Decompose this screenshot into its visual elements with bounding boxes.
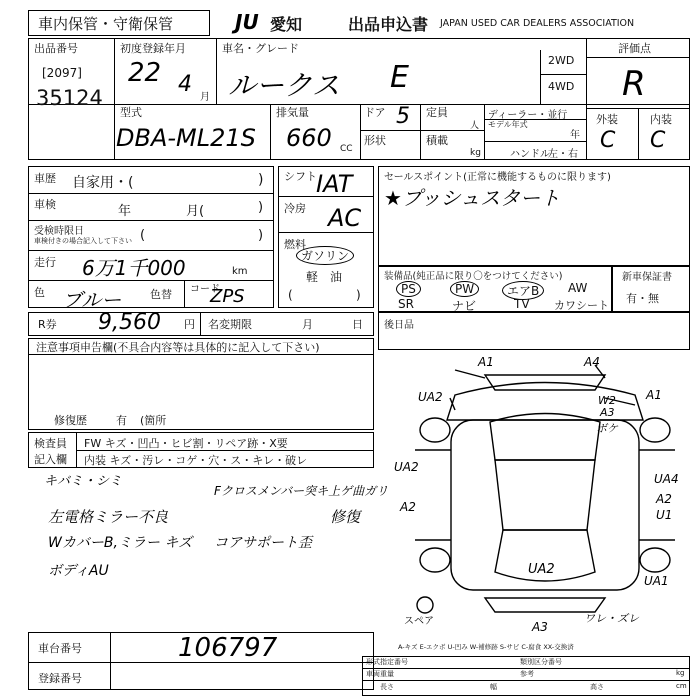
mark-right-mirror-3: ボケ: [596, 422, 618, 435]
mark-right-door-1: UA4: [654, 472, 679, 486]
mark-right-mirror-2: A3: [600, 406, 615, 419]
equip-ps: PS: [396, 281, 421, 297]
remark-4: WカバーB,ミラー キズ: [48, 535, 193, 551]
lot-sub-number: [2097]: [42, 66, 82, 80]
equipment-label: 装備品(純正品に限り〇をつけてください): [384, 271, 563, 282]
footer-width: 幅: [490, 683, 497, 691]
mileage-unit: km: [232, 266, 248, 277]
fuel-close: ): [356, 288, 361, 302]
dealer-label: ディーラー・並行: [488, 110, 568, 121]
color-label: 色: [34, 286, 45, 299]
color-code-prefix: コード: [190, 284, 220, 295]
car-name: ルークス: [228, 69, 340, 102]
mark-front-right: A4: [584, 355, 600, 369]
load-label: 積載: [426, 134, 448, 147]
mark-right-door-3: U1: [656, 508, 673, 522]
score: R: [622, 64, 646, 104]
fuel-diesel: 軽 油: [306, 270, 343, 284]
lot-number: 35124: [36, 86, 103, 110]
remark-6: ボディAU: [48, 563, 109, 579]
handle-options: 左・右: [548, 149, 578, 160]
fuel-gasoline: ガソリン: [296, 246, 354, 265]
warranty-note: 車検付きの場合記入して下さい: [34, 237, 132, 245]
equip-navi: ナビ: [452, 299, 477, 313]
equip-sr: SR: [398, 297, 414, 311]
mark-right-mirror: W2: [598, 394, 616, 407]
interior-grade: C: [650, 128, 666, 153]
capacity-unit: 人: [470, 121, 480, 131]
model-code: DBA-ML21S: [116, 124, 256, 152]
door-count: 5: [396, 104, 410, 129]
inspection-label: 車検: [34, 198, 56, 211]
drive-2wd: 2WD: [548, 54, 575, 67]
reg-label: 初度登録年月: [120, 42, 186, 55]
storage-label: 車内保管・守衛保管: [38, 15, 174, 33]
history-value: 自家用・(: [72, 175, 134, 191]
fuel-open: (: [288, 288, 293, 302]
fuel-label: 燃料: [284, 238, 306, 251]
drive-4wd: 4WD: [548, 80, 575, 93]
footer-height: 高さ: [590, 683, 604, 691]
selling-label: セールスポイント(正常に機能するものに限ります): [384, 172, 611, 183]
inspector-row-2: 内装 キズ・汚レ・コゲ・穴・ス・キレ・破レ: [84, 454, 308, 467]
remark-1: Fクロスメンバー突キ上ゲ曲ガリ: [214, 484, 389, 498]
mark-spare: スペア: [404, 616, 434, 627]
score-label: 評価点: [618, 42, 651, 55]
ju-logo: JU: [235, 10, 259, 34]
exterior-grade: C: [600, 128, 616, 153]
deadline-day: 日: [352, 318, 363, 331]
inspection-close: ): [258, 200, 264, 215]
exterior-label: 外装: [596, 113, 618, 126]
mileage: 6万1千000: [82, 256, 186, 280]
notes-label: 注意事項申告欄(不具合内容等は具体的に記入して下さい): [36, 341, 320, 354]
deadline-month: 月: [302, 318, 313, 331]
mark-right-front-fender: A1: [646, 388, 662, 402]
shift: IAT: [316, 170, 353, 198]
car-name-label: 車名・グレード: [222, 42, 299, 55]
shape-label: 形状: [364, 134, 386, 147]
mark-front-left: A1: [478, 355, 494, 369]
footer-length: 長さ: [380, 683, 394, 691]
equip-pw: PW: [450, 281, 479, 297]
year-unit: 年: [570, 130, 580, 141]
mark-rear-bumper: A3: [532, 620, 548, 634]
displacement-label: 排気量: [276, 106, 309, 119]
warranty-label: 受検時限日: [34, 226, 84, 237]
ac-label: 冷房: [284, 202, 306, 215]
footer-row-1b: 類別区分番号: [520, 658, 562, 666]
reg-month: 4: [178, 72, 192, 97]
history-label: 車歴: [34, 172, 56, 185]
grade: E: [390, 60, 409, 95]
inspection-month: 月(: [186, 204, 205, 219]
color-code: ZPS: [210, 286, 245, 307]
repair-value: 有: [116, 414, 127, 427]
displacement: 660: [286, 124, 332, 152]
inspector-row-1: FW キズ・凹凸・ヒビ割・リペア跡・X要: [84, 437, 288, 450]
door-label: ドア: [364, 106, 386, 119]
mark-right-door-2: A2: [656, 492, 672, 506]
color-change-label: 色替: [150, 288, 172, 301]
reg-year: 22: [128, 58, 162, 88]
remark-5: コアサポート歪: [214, 535, 312, 551]
lot-label: 出品番号: [34, 42, 78, 55]
model-year-label: モデル年式: [488, 120, 528, 129]
interior-label: 内装: [650, 113, 672, 126]
cc-unit: CC: [340, 144, 353, 154]
registration-label: 登録番号: [38, 672, 82, 685]
inspector-memo: キバミ・シミ: [44, 474, 123, 489]
repair-label: 修復歴: [54, 414, 87, 427]
new-warranty-label: 新車保証書: [622, 272, 672, 283]
tax-unit: 円: [184, 318, 195, 331]
mileage-label: 走行: [34, 256, 56, 269]
inspector-label: 検査員: [34, 437, 67, 450]
tax-amount: 9,560: [98, 310, 161, 335]
equip-seat: カワシート: [554, 299, 609, 312]
mark-left-door-1: UA2: [394, 460, 419, 474]
mark-rear-bumper-2: ワレ・ズレ: [584, 612, 639, 625]
chassis-number: 106797: [178, 633, 278, 663]
repair-place: (箇所: [140, 414, 167, 427]
tax-label: R券: [38, 318, 57, 331]
color: ブルー: [62, 288, 122, 312]
remark-2: 左電格ミラー不良: [48, 508, 169, 526]
mark-left-door-2: A2: [400, 500, 416, 514]
footer-kg: kg: [676, 669, 685, 677]
month-unit: 月: [200, 92, 210, 103]
handle-label: ハンドル: [510, 149, 550, 160]
footer-row-1: 形式指定番号: [366, 658, 408, 666]
equip-aw: AW: [568, 281, 588, 295]
warranty-open: (: [140, 228, 146, 243]
mark-right-rear: UA1: [644, 574, 669, 588]
equip-tv: TV: [514, 297, 530, 311]
deadline-label: 名変期限: [208, 318, 252, 331]
ac: AC: [328, 204, 362, 232]
association-name: JAPAN USED CAR DEALERS ASSOCIATION: [440, 18, 635, 29]
footer-row-2b: 参考: [520, 670, 534, 678]
model-label: 型式: [120, 106, 142, 119]
shift-label: シフト: [284, 170, 317, 183]
footer-row-2: 車両重量: [366, 670, 394, 678]
mark-left-front-fender: UA2: [418, 390, 443, 404]
inspector-entry-label: 記入欄: [34, 453, 67, 466]
rear-block: [378, 312, 690, 350]
rear-label: 後日品: [384, 320, 414, 331]
chassis-label: 車台番号: [38, 642, 82, 655]
load-unit: kg: [470, 148, 481, 158]
equip-airbag: エアB: [502, 281, 544, 300]
damage-legend: A-キズ E-エクボ U-凹み W-補修跡 S-サビ C-腐食 XX-交換済: [398, 643, 574, 651]
tax-block: [28, 312, 374, 336]
footer-cm: cm: [676, 682, 687, 690]
org-name: 愛知: [270, 15, 303, 34]
remark-3: 修復: [330, 508, 361, 526]
selling-point: ★プッシュスタート: [384, 186, 561, 210]
inspection-year: 年: [118, 204, 132, 219]
document-title: 出品申込書: [348, 15, 429, 34]
warranty-close: ): [258, 228, 264, 243]
mark-rear-glass: UA2: [528, 562, 555, 577]
history-close: ): [258, 172, 264, 188]
new-warranty-options: 有・無: [626, 292, 659, 305]
capacity-label: 定員: [426, 106, 448, 119]
